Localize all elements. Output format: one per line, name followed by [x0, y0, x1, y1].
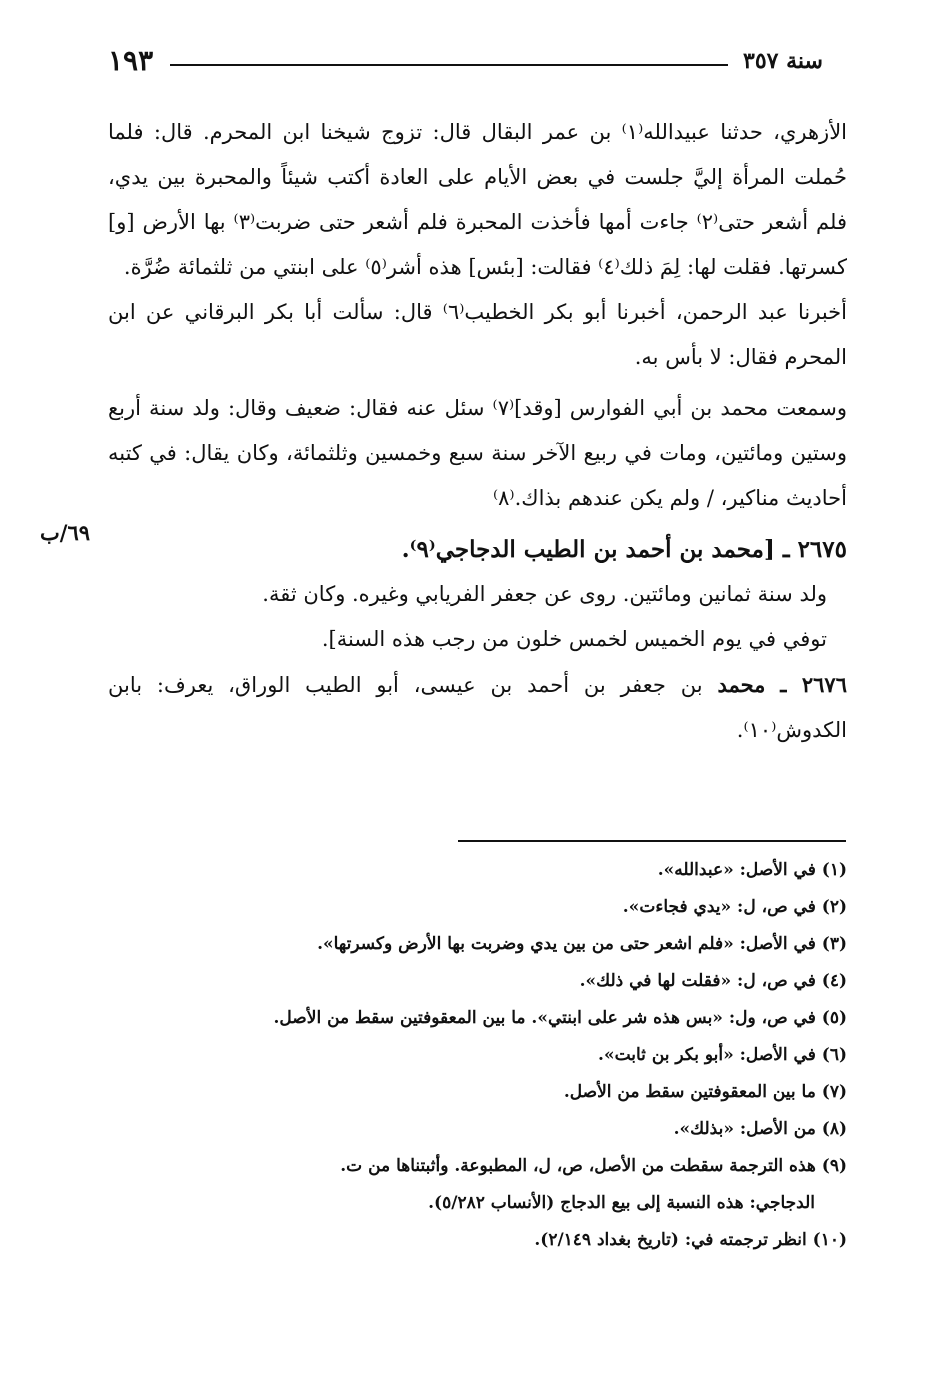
running-title: سنة ٣٥٧: [743, 48, 823, 74]
entry-2675-line-1: ولد سنة ثمانين ومائتين. روى عن جعفر الفريابي وغيره. وكان ثقة.: [262, 582, 827, 606]
paragraph-2: أخبرنا عبد الرحمن، أخبرنا أبو بكر الخطيب⁽٦⁾ قال: سألت أبا بكر البرقاني عن ابن المحرم فقال: لا بأس به.: [108, 300, 847, 369]
footnote-separator: [458, 840, 846, 842]
folio-margin-note: ٦٩/ب: [40, 520, 91, 545]
entry-2676-number: ٢٦٧٦ ـ: [780, 672, 847, 697]
footnote-3: (٣) في الأصل: «فلم اشعر حتى من بين يدي وضربت بها الأرض وكسرتها».: [317, 934, 847, 954]
footnote-8: (٨) من الأصل: «بذلك».: [673, 1119, 847, 1139]
footnote-1: (١) في الأصل: «عبدالله».: [657, 860, 847, 880]
footnotes: [108, 852, 847, 1259]
footnote-9-continuation: الدجاجي: هذه النسبة إلى بيع الدجاج (الأنساب ٥/٢٨٢).: [428, 1193, 815, 1213]
entry-2676-name: محمد: [717, 672, 766, 697]
paragraph-3: وسمعت محمد بن أبي الفوارس [وقد]⁽٧⁾ سئل عنه فقال: ضعيف وقال: ولد سنة أربع وستين ومائتين، ومات في ربيع الآخر سنة سبع وخمسين وثلثمائة، وكان يقال: في كتبه أحاديث مناكير، / ولم يكن عندهم بذاك.⁽٨⁾: [108, 396, 847, 510]
entry-2675-title: ٢٦٧٥ ـ [محمد بن أحمد بن الطيب الدجاجي⁽٩⁾.: [401, 536, 847, 563]
footnote-10: (١٠) انظر ترجمته في: (تاريخ بغداد ٢/١٤٩).: [534, 1230, 847, 1250]
header-rule: [170, 64, 728, 66]
footnote-4: (٤) في ص، ل: «فقلت لها في ذلك».: [579, 971, 847, 991]
entry-2676-text: بن جعفر بن أحمد بن عيسى، أبو الطيب الوراق، يعرف: بابن الكدوش⁽١٠⁾.: [108, 673, 847, 742]
footnote-6: (٦) في الأصل: «أبو بكر بن ثابت».: [598, 1045, 847, 1065]
footnote-2: (٢) في ص، ل: «يدي فجاءت».: [622, 897, 847, 917]
page-number: ١٩٣: [108, 44, 154, 77]
main-text: [108, 110, 847, 753]
footnote-5: (٥) في ص، ول: «بس هذه شر على ابنتي». ما بين المعقوفتين سقط من الأصل.: [273, 1008, 847, 1028]
footnote-7: (٧) ما بين المعقوفتين سقط من الأصل.: [563, 1082, 847, 1102]
paragraph-1: الأزهري، حدثنا عبيدالله⁽١⁾ بن عمر البقال قال: تزوج شيخنا ابن المحرم. قال: فلما حُملت المرأة إليَّ جلست في بعض الأيام على العادة أكتب شيئاً والمحبرة بين يدي، فلم أشعر حتى⁽٢⁾ جاءت أمها فأخذت المحبرة فلم أشعر حتى ضربت⁽٣⁾ بها الأرض [و] كسرتها. فقلت لها: لِمَ ذلك⁽٤⁾ فقالت: [بئس] هذه أشر⁽٥⁾ على ابنتي من ثلثمائة ضُرَّة.: [108, 120, 848, 279]
entry-2676: [108, 662, 847, 753]
footnote-9: (٩) هذه الترجمة سقطت من الأصل، ص، ل، المطبوعة. وأثبتناها من ت.: [340, 1156, 847, 1176]
entry-2675-line-2: توفي في يوم الخميس لخمس خلون من رجب هذه السنة].: [321, 627, 827, 651]
page-header: [108, 44, 823, 84]
